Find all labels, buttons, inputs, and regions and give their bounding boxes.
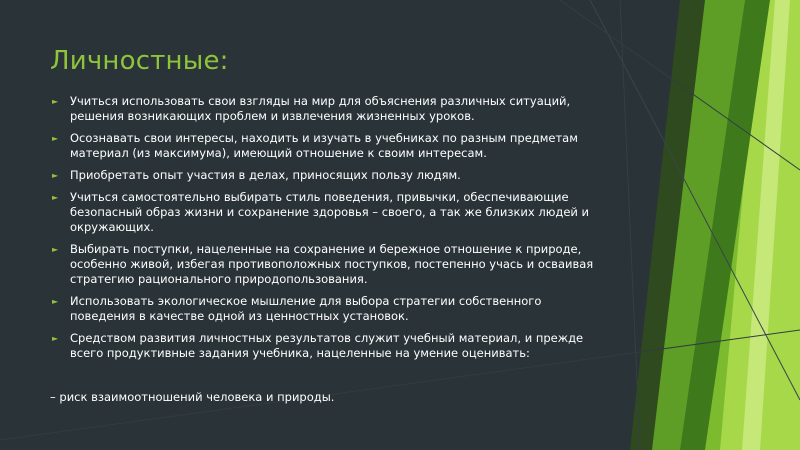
bullet-text: Учиться использовать свои взгляды на мир для объяснения различных ситуаций, решения возникающих проблем и извлечения жизненных уроков. xyxy=(70,94,571,123)
list-item xyxy=(50,331,610,361)
bullet-text: Приобретать опыт участия в делах, приносящих пользу людям. xyxy=(70,168,461,182)
slide-title: Личностные: xyxy=(50,46,229,76)
triangle-bullet-icon: ► xyxy=(52,334,59,343)
list-item xyxy=(50,168,610,183)
list-item xyxy=(50,94,610,124)
list-item xyxy=(50,294,610,324)
triangle-bullet-icon: ► xyxy=(52,297,59,306)
bullet-text: Осознавать свои интересы, находить и изучать в учебниках по разным предметам материал (из максимума), имеющий отношение к своим интересам. xyxy=(70,131,578,160)
triangle-bullet-icon: ► xyxy=(52,97,59,106)
list-item xyxy=(50,131,610,161)
triangle-bullet-icon: ► xyxy=(52,134,59,143)
bullet-text: Учиться самостоятельно выбирать стиль поведения, привычки, обеспечивающие безопасный образ жизни и сохранение здоровья – своего, а так же близких людей и окружающих. xyxy=(70,190,590,234)
triangle-bullet-icon: ► xyxy=(52,193,59,202)
triangle-bullet-icon: ► xyxy=(52,171,59,180)
bullet-text: Использовать экологическое мышление для выбора стратегии собственного поведения в качестве одной из ценностных установок. xyxy=(70,294,542,323)
list-item xyxy=(50,190,610,235)
bullet-text: Выбирать поступки, нацеленные на сохранение и бережное отношение к природе, особенно живой, избегая противоположных поступков, постепенно учась и осваивая стратегию рационального природопользования. xyxy=(70,242,594,286)
footer-note: – риск взаимоотношений человека и природы. xyxy=(50,390,335,404)
triangle-bullet-icon: ► xyxy=(52,245,59,254)
bullet-list xyxy=(50,94,610,368)
bullet-text: Средством развития личностных результатов служит учебный материал, и прежде всего продуктивные задания учебника, нацеленные на умение оценивать: xyxy=(70,331,584,360)
list-item xyxy=(50,242,610,287)
